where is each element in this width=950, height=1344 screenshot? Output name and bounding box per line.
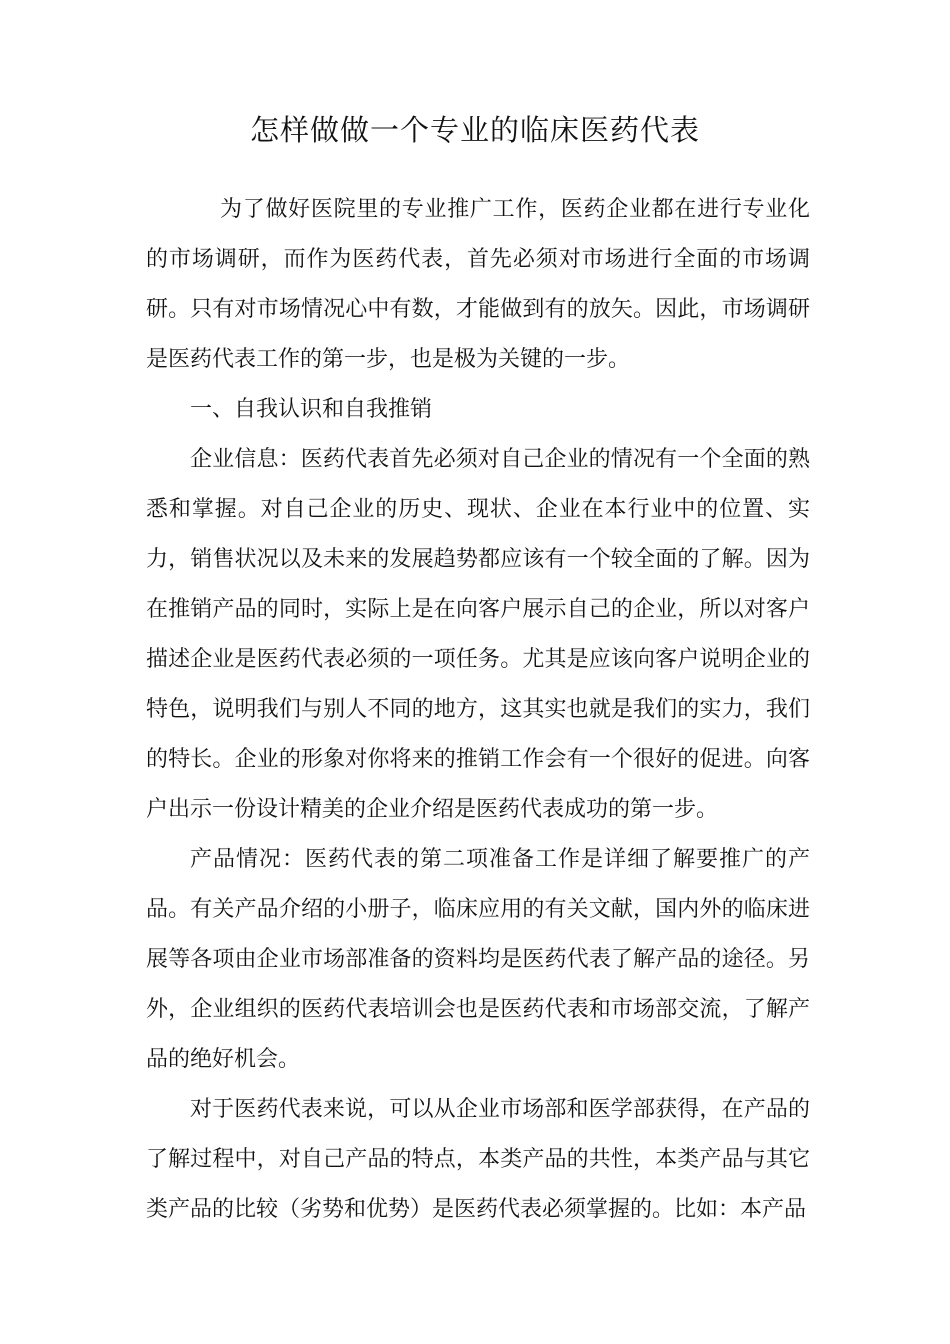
intro-paragraph: 为了做好医院里的专业推广工作，医药企业都在进行专业化的市场调研，而作为医药代表，首先必须对市场进行全面的市场调研。只有对市场情况心中有数，才能做到有的放矢。因此，市场调研是医药代表工作的第一步，也是极为关键的一步。: [146, 197, 810, 372]
product-info-paragraph: 产品情况：医药代表的第二项准备工作是详细了解要推广的产品。有关产品介绍的小册子，临床应用的有关文献，国内外的临床进展等各项由企业市场部准备的资料均是医药代表了解产品的途径。另外，企业组织的医药代表培训会也是医药代表和市场部交流，了解产品的绝好机会。: [146, 847, 810, 1072]
section-heading-self-awareness: 一、自我认识和自我推销: [190, 397, 433, 422]
document-title: 怎样做做一个专业的临床医药代表: [249, 113, 700, 147]
company-info-paragraph: 企业信息：医药代表首先必须对自己企业的情况有一个全面的熟悉和掌握。对自己企业的历史、现状、企业在本行业中的位置、实力，销售状况以及未来的发展趋势都应该有一个较全面的了解。因为在推销产品的同时，实际上是在向客户展示自己的企业，所以对客户描述企业是医药代表必须的一项任务。尤其是应该向客户说明企业的特色，说明我们与别人不同的地方，这其实也就是我们的实力，我们的特长。企业的形象对你将来的推销工作会有一个很好的促进。向客户出示一份设计精美的企业介绍是医药代表成功的第一步。: [146, 447, 810, 822]
document-body: [146, 185, 810, 1235]
product-detail-paragraph: 对于医药代表来说，可以从企业市场部和医学部获得，在产品的了解过程中，对自己产品的特点，本类产品的共性，本类产品与其它类产品的比较（劣势和优势）是医药代表必须掌握的。比如：本产品: [146, 1097, 810, 1222]
